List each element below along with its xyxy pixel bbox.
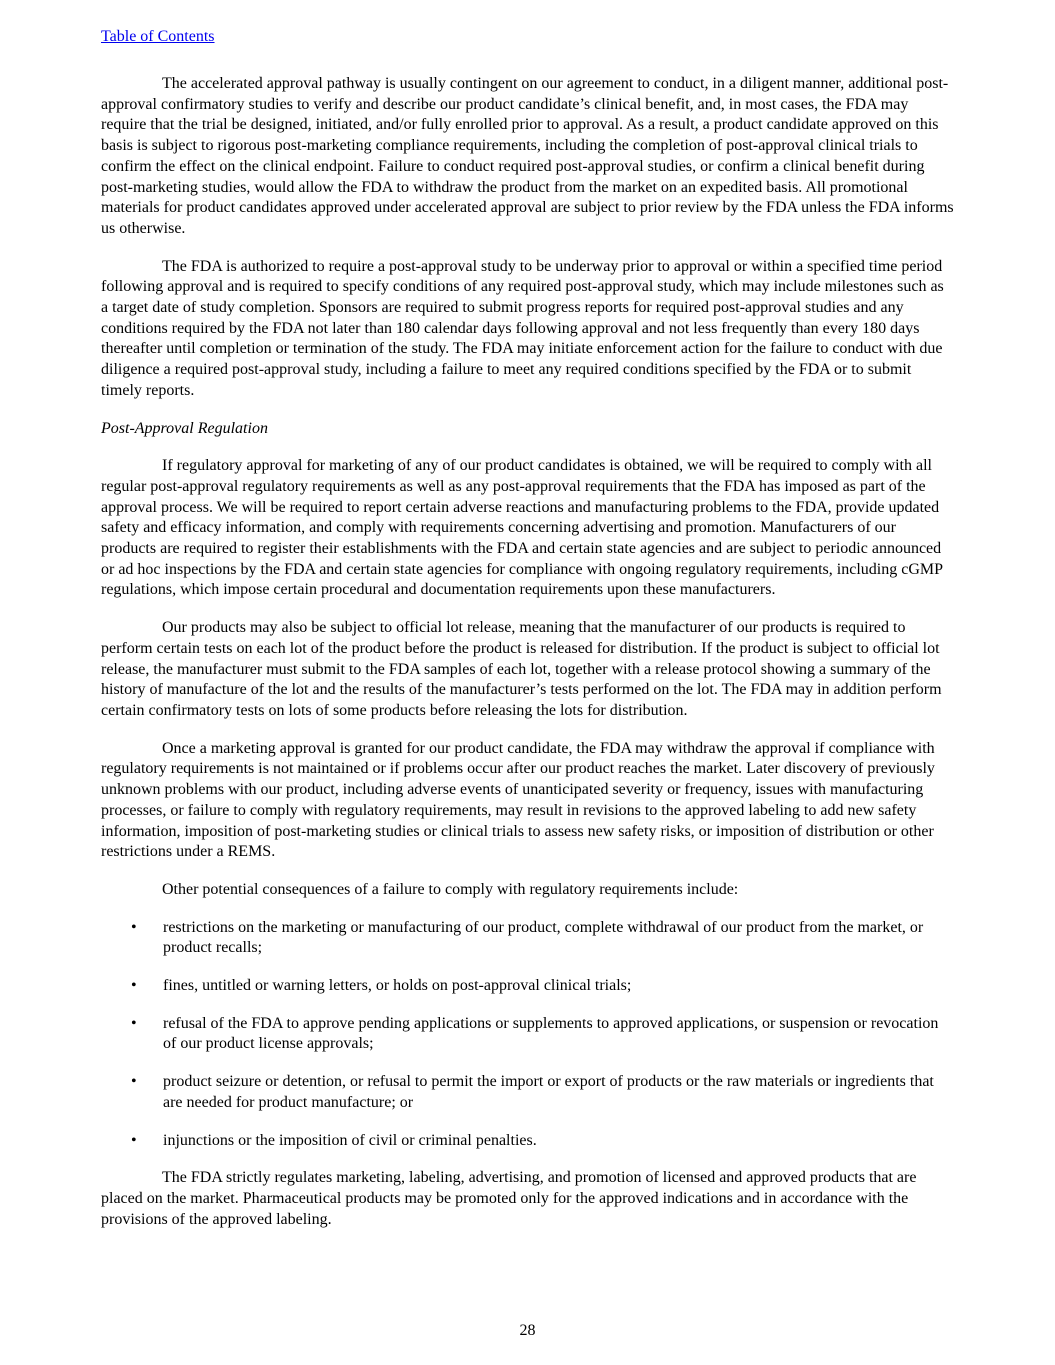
list-item — [101, 1014, 954, 1055]
consequences-list — [101, 918, 954, 1152]
list-item-text: injunctions or the imposition of civil or criminal penalties. — [163, 1131, 537, 1149]
paragraph-post-approval-study: The FDA is authorized to require a post-approval study to be underway prior to approval or within a specified time period following approval and is required to specify conditions of any required post-approval study, which may include milestones such as a target date of study completion. Sponsors are required to submit progress reports for required post-approval studies and any conditions required by the FDA not later than 180 calendar days following approval and not less frequently than every 180 days thereafter until completion or termination of the study. The FDA may initiate enforcement action for the failure to conduct with due diligence a required post-approval study, including a failure to meet any required conditions specified by the FDA or to submit timely reports. — [101, 257, 944, 399]
paragraph-promotion-regulation: The FDA strictly regulates marketing, labeling, advertising, and promotion of licensed and approved products that are placed on the market. Pharmaceutical products may be promoted only for the approved indications and in accordance with the provisions of the approved labeling. — [101, 1169, 917, 1228]
list-item — [101, 1072, 954, 1113]
paragraph-withdraw-approval: Once a marketing approval is granted for our product candidate, the FDA may withdraw the approval if compliance with regulatory requirements is not maintained or if problems occur after our product reaches the market. Later discovery of previously unknown problems with our product, including adverse events of unanticipated severity or frequency, issues with manufacturing processes, or failure to comply with regulatory requirements, may result in revisions to the approved labeling to add new safety information, imposition of post-marketing studies or clinical trials to assess new safety risks, or imposition of distribution or other restrictions under a REMS. — [101, 739, 935, 861]
paragraph-consequences-intro: Other potential consequences of a failure to comply with regulatory requirements include: — [162, 880, 739, 898]
page-number: 28 — [519, 1322, 536, 1339]
bullet-icon: • — [131, 1131, 137, 1149]
table-of-contents-link[interactable]: Table of Contents — [101, 28, 215, 45]
list-item-text: restrictions on the marketing or manufacturing of our product, complete withdrawal of our product from the market, or product recalls; — [163, 918, 924, 957]
bullet-icon: • — [131, 977, 137, 995]
paragraph-regulatory-requirements: If regulatory approval for marketing of any of our product candidates is obtained, we will be required to comply with all regular post-approval regulatory requirements as well as any post-approval requirements that the FDA has imposed as part of the approval process. We will be required to report certain adverse reactions and manufacturing problems to the FDA, provide updated safety and efficacy information, and comply with requirements concerning advertising and promotion. Manufacturers of our products are required to register their establishments with the FDA and certain state agencies and are subject to periodic announced or ad hoc inspections by the FDA and certain state agencies for compliance with ongoing regulatory requirements, including cGMP regulations, which impose certain procedural and documentation requirements upon these manufacturers. — [101, 457, 943, 599]
list-item-text: product seizure or detention, or refusal to permit the import or export of products or the raw materials or ingredients that are needed for product manufacture; or — [163, 1073, 934, 1111]
list-item — [101, 1131, 954, 1152]
section-heading: Post-Approval Regulation — [101, 419, 268, 437]
list-item-text: fines, untitled or warning letters, or holds on post-approval clinical trials; — [163, 977, 632, 995]
bullet-icon: • — [131, 918, 137, 936]
bullet-icon: • — [131, 1073, 137, 1091]
list-item-text: refusal of the FDA to approve pending applications or supplements to approved applications, or suspension or revocation of our product license approvals; — [163, 1014, 939, 1053]
bullet-icon: • — [131, 1014, 137, 1032]
paragraph-accelerated-approval: The accelerated approval pathway is usually contingent on our agreement to conduct, in a diligent manner, additional post-approval confirmatory studies to verify and describe our product candidate’s clinical benefit, and, in most cases, the FDA may require that the trial be designed, initiated, and/or fully enrolled prior to approval. As a result, a product candidate approved on this basis is subject to rigorous post-marketing compliance requirements, including the completion of post-approval clinical trials to confirm the effect on the clinical endpoint. Failure to conduct required post-approval studies, or confirm a clinical benefit during post-marketing studies, would allow the FDA to withdraw the product from the market on an expedited basis. All promotional materials for product candidates approved under accelerated approval are subject to prior review by the FDA unless the FDA informs us otherwise. — [101, 75, 954, 237]
list-item — [101, 976, 954, 997]
paragraph-lot-release: Our products may also be subject to official lot release, meaning that the manufacturer of our products is required to perform certain tests on each lot of the product before the product is released for distribution. If the product is subject to official lot release, the manufacturer must submit to the FDA samples of each lot, together with a release protocol showing a summary of the history of manufacture of the lot and the results of the manufacturer’s tests performed on the lot. The FDA may in addition perform certain confirmatory tests on lots of some products before releasing the lots for distribution. — [101, 619, 942, 719]
document-body — [101, 74, 954, 1247]
list-item — [101, 918, 954, 959]
